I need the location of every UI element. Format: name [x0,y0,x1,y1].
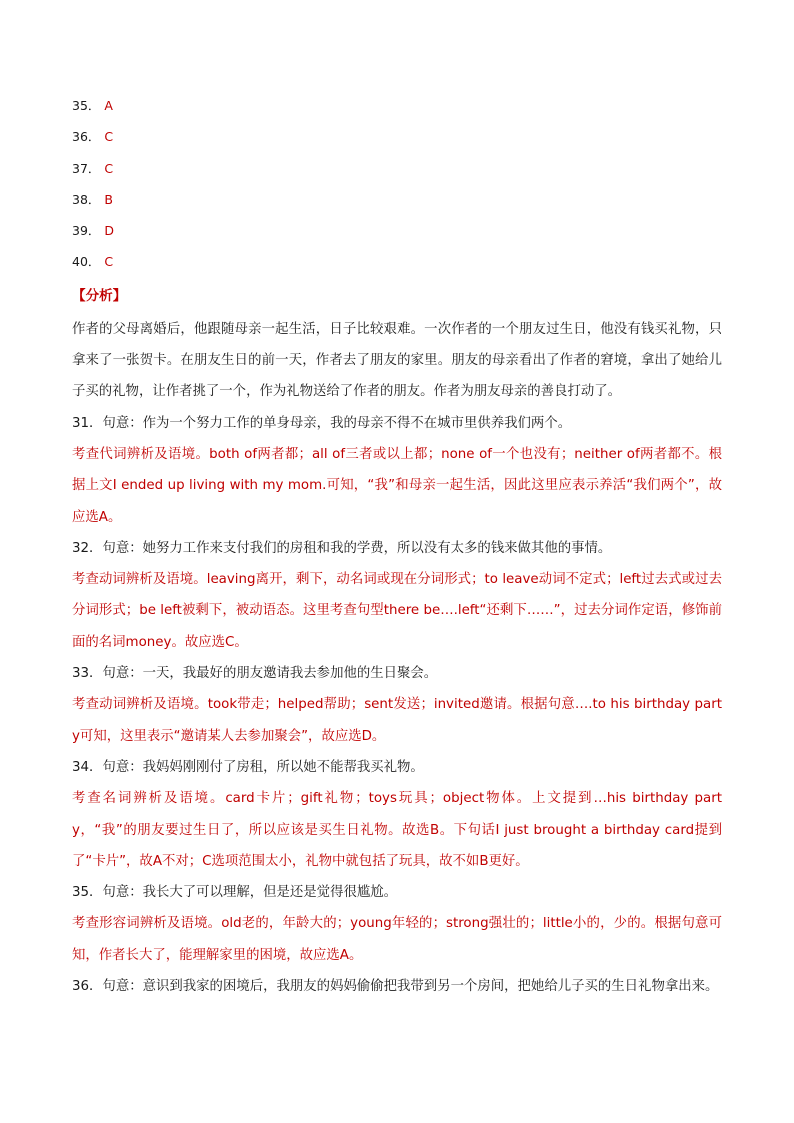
answer-item [72,221,722,252]
answer-number: 38． [72,191,101,207]
question-sentence: 31．句意：作为一个努力工作的单身母亲，我的母亲不得不在城市里供养我们两个。 [72,415,572,431]
question-explanation: 考查名词辨析及语境。card卡片；gift礼物；toys玩具；object物体。上文提到…his birthday party，“我”的朋友要过生日了，所以应该是买生日礼物。故选B。下句话I just brought a birthday card提到了“卡片”，故A不对；C选项范围太小，礼物中就包括了玩具，故不如B更好。 [72,791,722,869]
analysis-heading: 【分析】 [72,287,127,304]
question-sentence: 33．句意：一天，我最好的朋友邀请我去参加他的生日聚会。 [72,666,438,682]
question-explanation: 考查动词辨析及语境。took带走；helped帮助；sent发送；invited邀请。根据句意….to his birthday party可知，这里表示“邀请某人去参加聚会”，故应选D。 [72,697,722,744]
answer-letter: C [104,254,114,270]
answer-number: 36． [72,129,101,145]
answer-number: 37． [72,160,101,176]
answer-number: 40． [72,254,101,270]
answer-letter: C [104,129,114,145]
answer-item [72,159,722,190]
answer-letter: B [104,191,113,207]
question-sentence: 36．句意：意识到我家的困境后，我朋友的妈妈偷偷把我带到另一个房间，把她给儿子买的生日礼物拿出来。 [72,979,719,995]
question-explanation: 考查动词辨析及语境。leaving离开，剩下，动名词或现在分词形式；to leave动词不定式；left过去式或过去分词形式；be left被剩下，被动语态。这里考查句型there be….left“还剩下……”，过去分词作定语，修饰前面的名词money。故应选C。 [72,572,722,650]
answer-item [72,127,722,158]
question-sentence: 32．句意：她努力工作来支付我们的房租和我的学费，所以没有太多的钱来做其他的事情。 [72,540,612,556]
answer-letter: D [104,223,115,239]
answer-letter: A [104,98,113,113]
question-explanation: 考查代词辨析及语境。both of两者都；all of三者或以上都；none of一个也没有；neither of两者都不。根据上文I ended up living with my mom.可知，“我”和母亲一起生活，因此这里应表示养活“我们两个”，故应选A。 [72,446,722,525]
answer-list [72,96,722,284]
summary-paragraph: 作者的父母离婚后，他跟随母亲一起生活，日子比较艰难。一次作者的一个朋友过生日，他没有钱买礼物，只拿来了一张贺卡。在朋友生日的前一天，作者去了朋友的家里。朋友的母亲看出了作者的窘境，拿出了她给儿子买的礼物，让作者挑了一个，作为礼物送给了作者的朋友。作者为朋友母亲的善良打动了。 [72,321,722,400]
answer-number: 35． [72,98,101,113]
answer-item [72,190,722,221]
answer-number: 39． [72,223,101,239]
question-sentence: 35．句意：我长大了可以理解，但是还是觉得很尴尬。 [72,885,398,901]
answer-item [72,96,722,127]
question-sentence: 34．句意：我妈妈刚刚付了房租，所以她不能帮我买礼物。 [72,759,424,775]
question-explanation: 考查形容词辨析及语境。old老的，年龄大的；young年轻的；strong强壮的；little小的，少的。根据句意可知，作者长大了，能理解家里的困境，故应选A。 [72,916,722,963]
answer-letter: C [104,160,114,176]
document-page [72,96,722,1002]
answer-item [72,252,722,283]
